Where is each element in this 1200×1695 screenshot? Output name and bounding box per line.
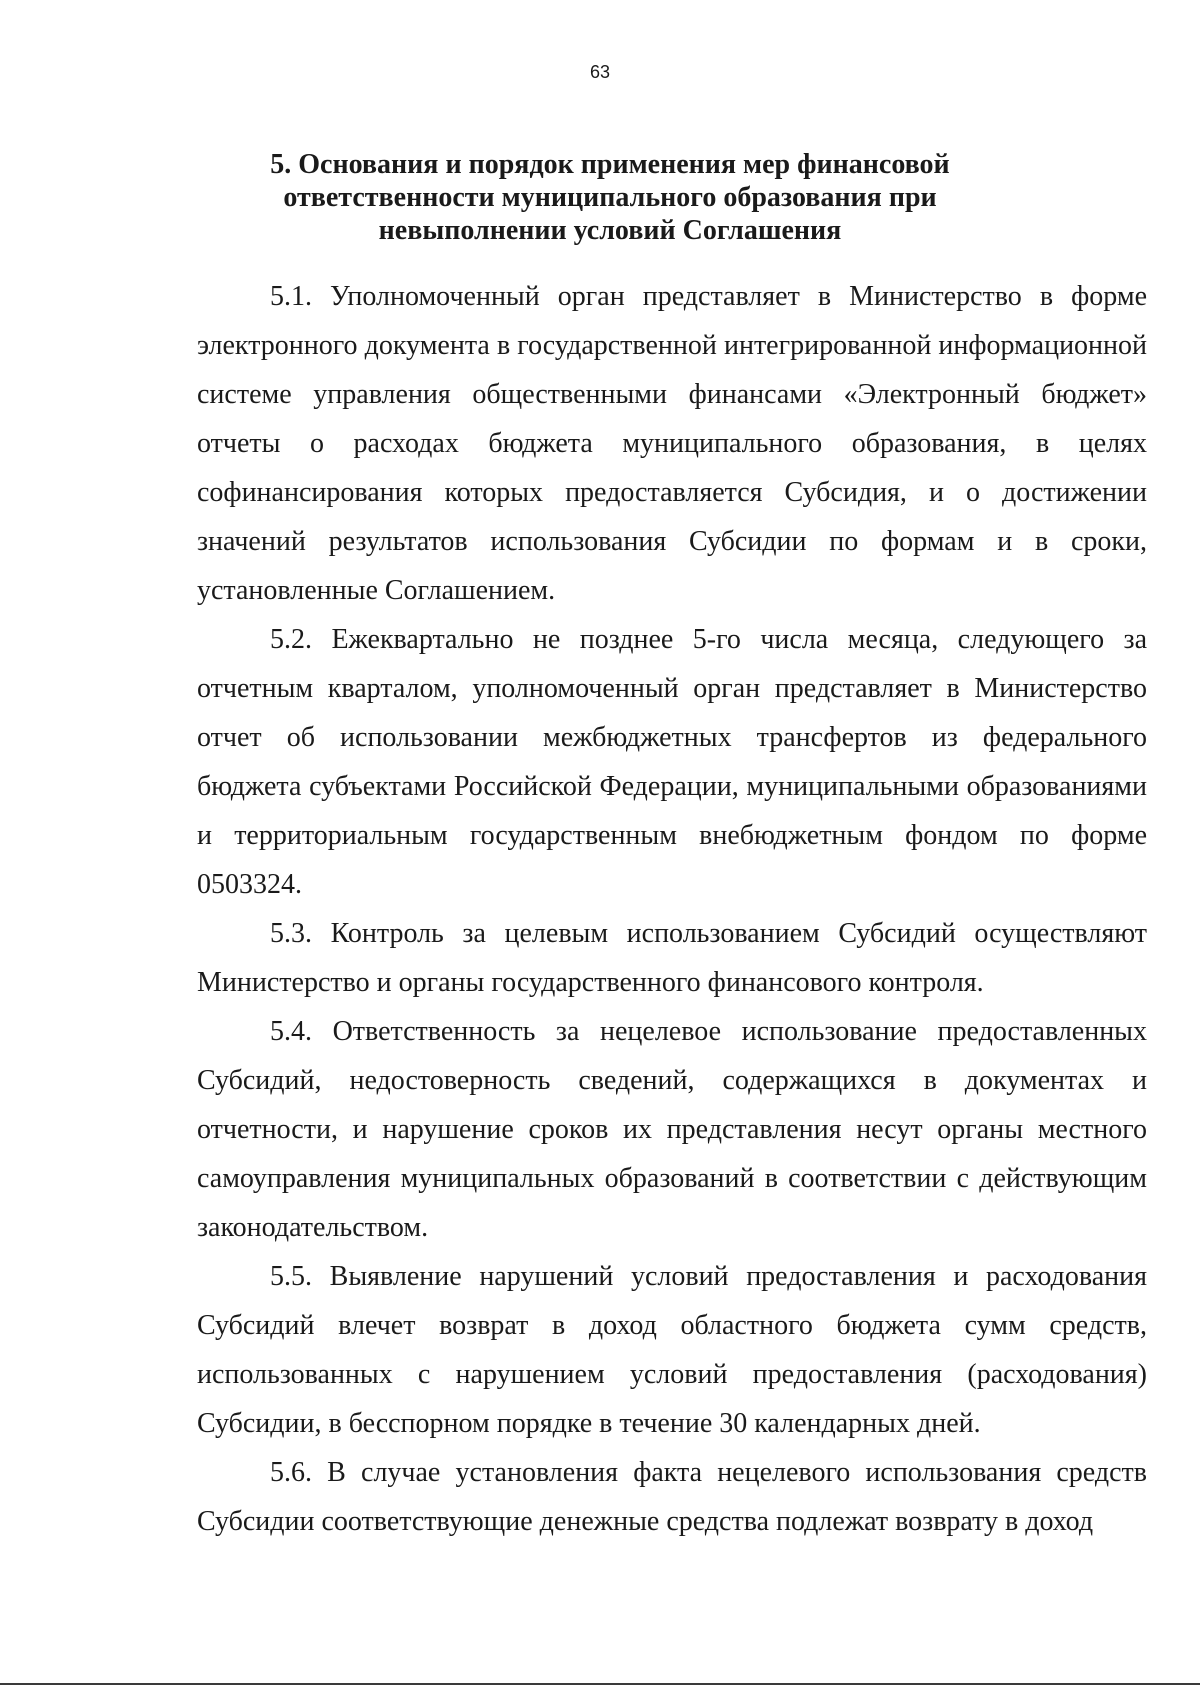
page-number: 63 <box>589 62 611 82</box>
paragraph-5-4: 5.4. Ответственность за нецелевое использование предоставленных Субсидий, недостоверность сведений, содержащихся в документах и отчетности, и нарушение сроков их представления несут органы местного самоуправления муниципальных образований в соответствии с действующим законодательством. <box>197 1016 1147 1243</box>
paragraph-5-5: 5.5. Выявление нарушений условий предоставления и расходования Субсидий влечет возврат в доход областного бюджета сумм средств, использованных с нарушением условий предоставления (расходования) Субсидии, в бесспорном порядке в течение 30 календарных дней. <box>197 1261 1147 1439</box>
body-text <box>197 272 1147 1546</box>
paragraph-5-3: 5.3. Контроль за целевым использованием Субсидий осуществляют Министерство и органы государственного финансового контроля. <box>197 918 1147 998</box>
bottom-divider <box>0 1683 1200 1685</box>
paragraph-5-1: 5.1. Уполномоченный орган представляет в Министерство в форме электронного документа в государственной интегрированной информационной системе управления общественными финансами «Электронный бюджет» отчеты о расходах бюджета муниципального образования, в целях софинансирования которых предоставляется Субсидия, и о достижении значений результатов использования Субсидии по формам и в сроки, установленные Соглашением. <box>197 281 1147 606</box>
section-heading: 5. Основания и порядок применения мер финансовой ответственности муниципального образования при невыполнении условий Соглашения <box>270 149 950 246</box>
paragraph-5-6: 5.6. В случае установления факта нецелевого использования средств Субсидии соответствующие денежные средства подлежат возврату в доход <box>197 1457 1147 1537</box>
paragraph-5-2: 5.2. Ежеквартально не позднее 5-го числа месяца, следующего за отчетным кварталом, уполномоченный орган представляет в Министерство отчет об использовании межбюджетных трансфертов из федерального бюджета субъектами Российской Федерации, муниципальными образованиями и территориальным государственным внебюджетным фондом по форме 0503324. <box>197 624 1147 900</box>
